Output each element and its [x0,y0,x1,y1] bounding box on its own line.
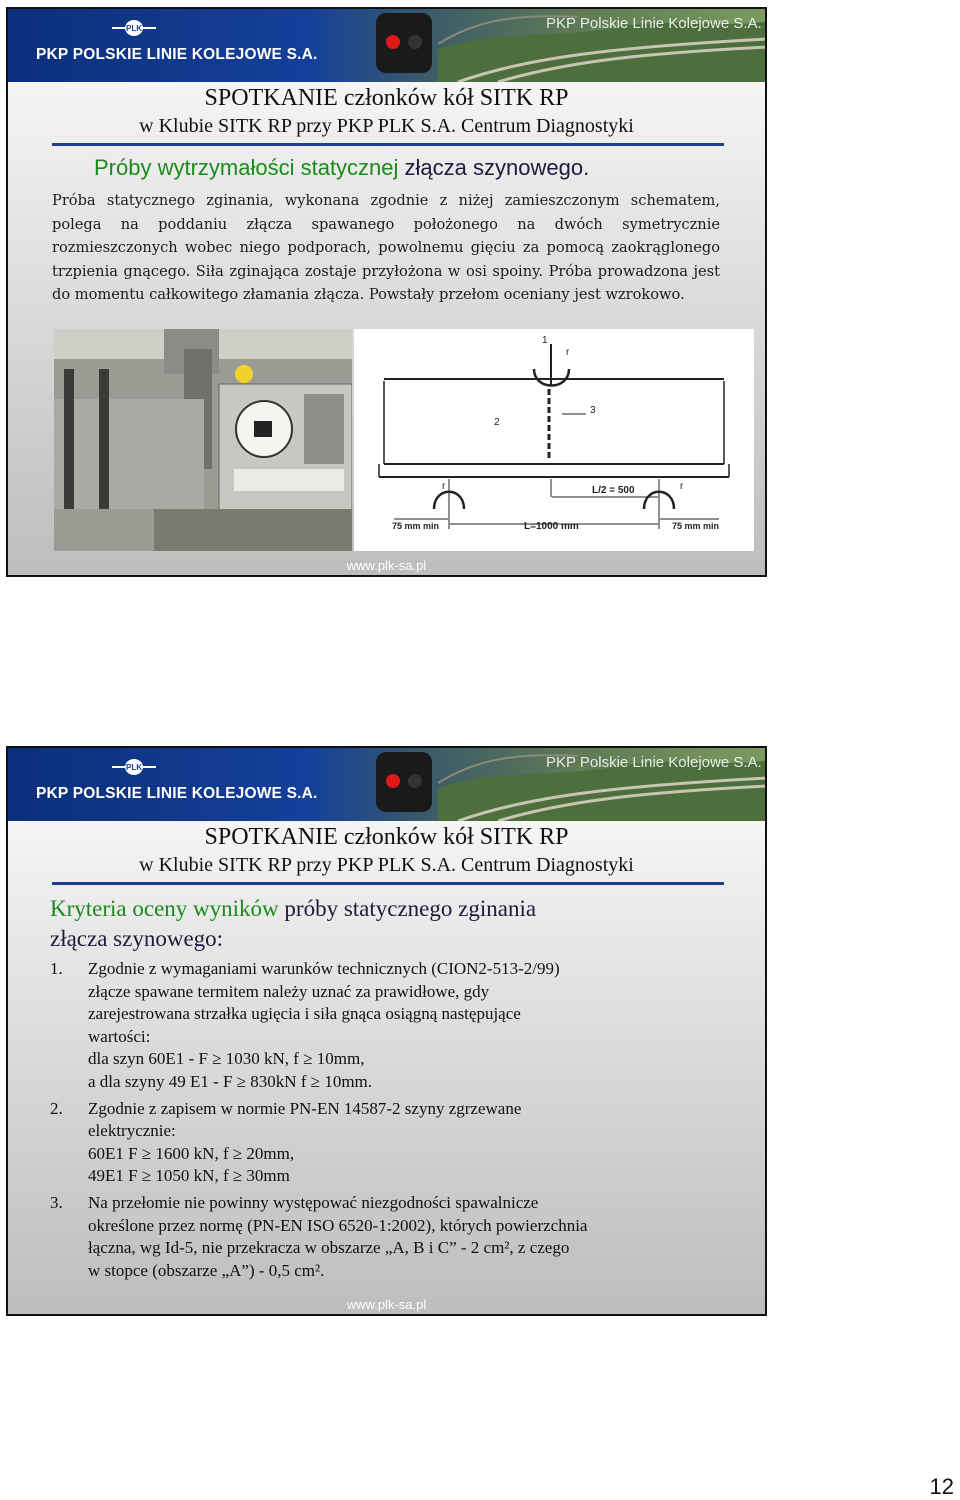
heading-green-part: Kryteria oceny wyników [50,896,279,921]
svg-text:75 mm min: 75 mm min [392,521,440,531]
banner-watermark-text: PKP Polskie Linie Kolejowe S.A. [546,15,762,32]
slide-static-bending-test [6,7,767,577]
list-line: 60E1 F ≥ 1600 kN, f ≥ 20mm, [88,1143,295,1163]
svg-text:3: 3 [590,405,596,416]
list-line: Zgodnie z zapisem w normie PN-EN 14587-2 szyny zgrzewane [88,1098,522,1118]
slide-evaluation-criteria [6,746,767,1316]
list-line: Zgodnie z wymaganiami warunków technicznych (CION2-513-2/99) [88,959,560,978]
railway-signal-photo [376,13,432,73]
meeting-title: SPOTKANIE członków kół SITK RP [204,85,569,111]
list-item [50,958,730,1094]
footer-url[interactable]: www.plk-sa.pl [346,1297,427,1312]
list-line: a dla szyny 49 E1 - F ≥ 830kN f ≥ 10mm. [88,1071,373,1091]
title-divider [52,143,724,146]
list-line: łączna, wg Id-5, nie przekracza w obszarze „A, B i C” - 2 cm², z czego [88,1238,570,1258]
slide-heading [94,155,589,181]
list-line: określone przez normę (PN-EN ISO 6520-1:2002), których powierzchnia [88,1215,588,1235]
svg-text:PLK: PLK [126,763,142,772]
svg-text:2: 2 [494,417,500,428]
svg-text:L=1000 mm: L=1000 mm [524,521,579,532]
svg-text:1: 1 [542,335,548,346]
list-line: wartości: [88,1026,151,1046]
heading-dark-part: złącza szynowego. [398,155,590,180]
svg-text:r: r [442,481,446,492]
slide-heading [50,894,536,954]
list-line: złącze spawane termitem należy uznać za prawidłowe, gdy [88,981,490,1001]
svg-text:r: r [680,481,684,492]
heading-line-2: złącza szynowego: [50,926,224,951]
bending-test-diagram [354,329,754,551]
list-line: zarejestrowana strzałka ugięcia i siła gnąca osiągną następujące [88,1004,521,1024]
meeting-title: SPOTKANIE członków kół SITK RP [204,824,569,850]
header-banner [8,748,765,821]
list-line: w stopce (obszarze „A”) - 0,5 cm². [88,1260,325,1280]
test-description: Próba statycznego zginania, wykonana zgodnie z niżej zamieszczonym schematem, polega na poddaniu złącza spawanego położonego na dwóch symetrycznie rozmieszczonych wobec niego podporach, powolnemu gięciu za pomocą zaokrąglonego trzpienia gnącego. Siła zginająca zostaje przyłożona w osi spoiny. Próba prowadzona jest do momentu całkowitego złamania złącza. Powstały przełom oceniany jest wzrokowo. [52,192,720,303]
plk-logo-icon [112,756,156,778]
criteria-list [50,958,730,1286]
page-number: 12 [929,1474,954,1499]
list-line: 49E1 F ≥ 1050 kN, f ≥ 30mm [88,1166,290,1186]
svg-text:L/2 = 500: L/2 = 500 [592,485,635,496]
test-machine-photo [54,329,352,551]
header-banner [8,9,765,82]
svg-text:r: r [566,347,570,358]
footer-url[interactable]: www.plk-sa.pl [346,558,427,573]
svg-text:PLK: PLK [126,24,142,33]
list-line: dla szyn 60E1 - F ≥ 1030 kN, f ≥ 10mm, [88,1049,365,1069]
svg-text:75 mm min: 75 mm min [672,521,720,531]
title-divider [52,882,724,885]
heading-dark-part: próby statycznego zginania [278,896,537,921]
heading-green-part: Próby wytrzymałości statycznej [94,155,399,180]
list-item [50,1098,730,1188]
list-number: 3. [50,1192,63,1212]
list-number: 2. [50,1098,63,1118]
list-line: elektrycznie: [88,1121,176,1141]
list-item [50,1192,730,1282]
banner-watermark-text: PKP Polskie Linie Kolejowe S.A. [546,754,762,771]
brand-name: PKP POLSKIE LINIE KOLEJOWE S.A. [36,46,318,63]
meeting-subtitle: w Klubie SITK RP przy PKP PLK S.A. Centrum Diagnostyki [139,115,634,137]
brand-name: PKP POLSKIE LINIE KOLEJOWE S.A. [36,785,318,802]
list-line: Na przełomie nie powinny występować niezgodności spawalnicze [88,1192,539,1212]
railway-signal-photo [376,752,432,812]
list-number: 1. [50,959,63,978]
plk-logo-icon [112,17,156,39]
meeting-subtitle: w Klubie SITK RP przy PKP PLK S.A. Centrum Diagnostyki [139,854,634,876]
